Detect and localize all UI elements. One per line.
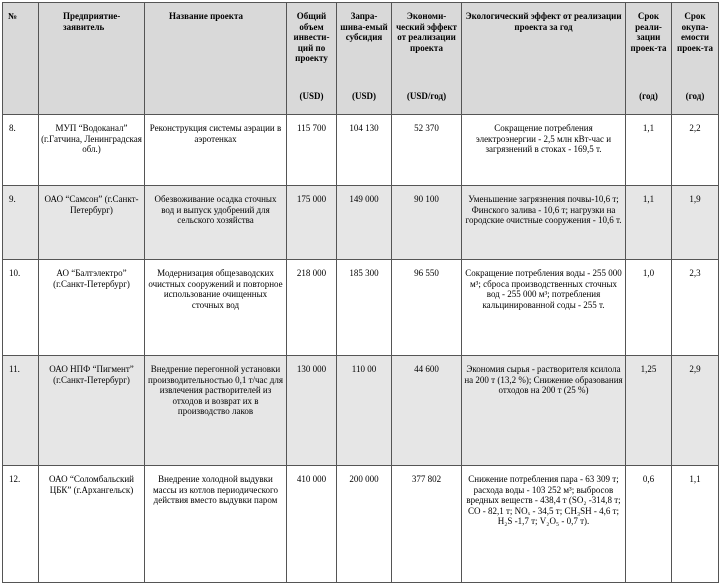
cell-term: 1,25 bbox=[626, 356, 672, 466]
header-project: Название проекта bbox=[145, 3, 287, 115]
header-term-unit: (год) bbox=[639, 91, 658, 102]
cell-investment: 218 000 bbox=[287, 260, 337, 356]
cell-project: Модернизация общезаводских очистных сооружений и повторное использование очищенных сточных вод bbox=[145, 260, 287, 356]
header-enterprise: Предприятие-заявитель bbox=[39, 3, 145, 115]
header-payback-unit: (год) bbox=[685, 91, 705, 102]
cell-eco: Экономия сырья - растворителя ксилола на 200 т (13,2 %); Снижение образования отходов на 200 т (25 %) bbox=[462, 356, 626, 466]
cell-investment: 410 000 bbox=[287, 466, 337, 583]
cell-enterprise: МУП “Водоканал” (г.Гатчина, Ленинградская обл.) bbox=[39, 115, 145, 186]
cell-eco: Сокращение потребления воды - 255 000 м³; сброса производственных сточных вод - 255 000 м³; потребления кальцинированной соды - 255 т. bbox=[462, 260, 626, 356]
cell-econ: 90 100 bbox=[392, 186, 462, 260]
header-subsidy-unit: (USD) bbox=[352, 91, 376, 102]
cell-eco: Снижение потребления пара - 63 309 т; расхода воды - 103 252 м³; выбросов вредных веществ - 438,4 т (SO₂ -314,8 т; CO - 82,1 т; NOₓ - 34,5 т; CH₃SH - 4,6 т; H₂S -1,7 т; V₂O₅ - 0,7 т). bbox=[462, 466, 626, 583]
cell-payback: 2,9 bbox=[672, 356, 719, 466]
header-econ bbox=[392, 3, 462, 115]
cell-project: Внедрение холодной выдувки массы из котлов периодического действия вместо выдувки паром bbox=[145, 466, 287, 583]
cell-term: 0,6 bbox=[626, 466, 672, 583]
cell-num: 9. bbox=[3, 186, 39, 260]
header-subsidy bbox=[337, 3, 392, 115]
header-subsidy-label: Запра-шива-емый субсидия bbox=[340, 11, 388, 43]
cell-eco: Уменьшение загрязнения почвы-10,6 т; Финского залива - 10,6 т; нагрузки на городские очистные сооружения - 10,6 т. bbox=[462, 186, 626, 260]
cell-term: 1,0 bbox=[626, 260, 672, 356]
header-row bbox=[3, 3, 719, 115]
cell-term: 1,1 bbox=[626, 186, 672, 260]
header-num: № bbox=[3, 3, 39, 115]
table-row bbox=[3, 115, 719, 186]
header-payback-label: Срок окупа-емости проек-та bbox=[677, 11, 713, 53]
cell-project: Внедрение перегонной установки производительностью 0,1 т/час для извлечения растворителей из отходов и возврат их в производство лаков bbox=[145, 356, 287, 466]
table-row bbox=[3, 356, 719, 466]
cell-enterprise: АО “Балтэлектро” (г.Санкт-Петербург) bbox=[39, 260, 145, 356]
cell-subsidy: 149 000 bbox=[337, 186, 392, 260]
cell-investment: 115 700 bbox=[287, 115, 337, 186]
cell-num: 12. bbox=[3, 466, 39, 583]
header-eco: Экологический эффект от реализации проекта за год bbox=[462, 3, 626, 115]
cell-eco: Сокращение потребления электроэнергии - 2,5 млн кВт-час и загрязнений в стоках - 169,5 т. bbox=[462, 115, 626, 186]
header-investment-label: Общий объем инвести-ций по проекту bbox=[293, 11, 330, 64]
cell-payback: 1,9 bbox=[672, 186, 719, 260]
cell-econ: 44 600 bbox=[392, 356, 462, 466]
table-row bbox=[3, 466, 719, 583]
header-payback bbox=[672, 3, 719, 115]
cell-num: 8. bbox=[3, 115, 39, 186]
cell-payback: 2,2 bbox=[672, 115, 719, 186]
cell-investment: 175 000 bbox=[287, 186, 337, 260]
cell-enterprise: ОАО “Соломбальский ЦБК” (г.Архангельск) bbox=[39, 466, 145, 583]
header-econ-unit: (USD/год) bbox=[406, 91, 447, 102]
cell-subsidy: 185 300 bbox=[337, 260, 392, 356]
header-econ-label: Экономи-ческий эффект от реализации проекта bbox=[396, 11, 457, 53]
table-row bbox=[3, 186, 719, 260]
header-term-label: Срок реали-зации проек-та bbox=[630, 11, 667, 53]
cell-num: 10. bbox=[3, 260, 39, 356]
table-row bbox=[3, 260, 719, 356]
cell-enterprise: ОАО НПФ “Пигмент” (г.Санкт-Петербург) bbox=[39, 356, 145, 466]
cell-project: Реконструкция системы аэрации в аэротенках bbox=[145, 115, 287, 186]
cell-term: 1,1 bbox=[626, 115, 672, 186]
header-investment bbox=[287, 3, 337, 115]
cell-project: Обезвоживание осадка сточных вод и выпуск удобрений для сельского хозяйства bbox=[145, 186, 287, 260]
cell-subsidy: 200 000 bbox=[337, 466, 392, 583]
cell-econ: 377 802 bbox=[392, 466, 462, 583]
cell-payback: 2,3 bbox=[672, 260, 719, 356]
header-investment-unit: (USD) bbox=[299, 91, 324, 102]
cell-econ: 52 370 bbox=[392, 115, 462, 186]
header-term bbox=[626, 3, 672, 115]
cell-subsidy: 104 130 bbox=[337, 115, 392, 186]
cell-num: 11. bbox=[3, 356, 39, 466]
cell-econ: 96 550 bbox=[392, 260, 462, 356]
cell-payback: 1,1 bbox=[672, 466, 719, 583]
cell-enterprise: ОАО “Самсон” (г.Санкт-Петербург) bbox=[39, 186, 145, 260]
cell-subsidy: 110 00 bbox=[337, 356, 392, 466]
projects-table bbox=[2, 2, 719, 583]
cell-investment: 130 000 bbox=[287, 356, 337, 466]
